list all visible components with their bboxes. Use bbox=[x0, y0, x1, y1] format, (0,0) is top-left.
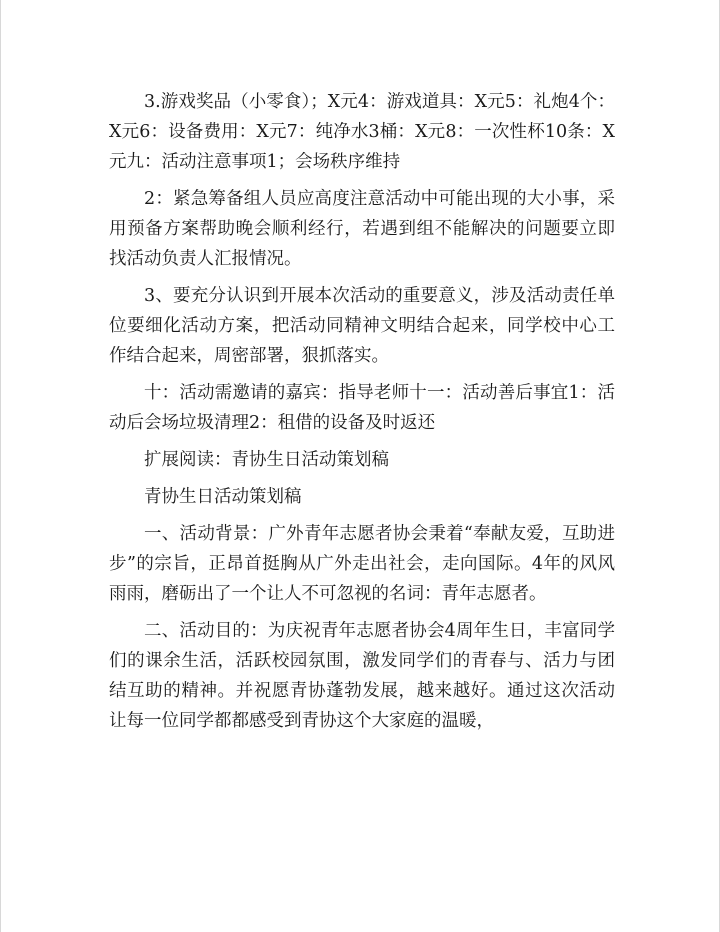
paragraph-emergency-team: 2：紧急筹备组人员应高度注意活动中可能出现的大小事，采用预备方案帮助晚会顺利经行，若遇到组不能解决的问题要立即找活动负责人汇报情况。 bbox=[109, 189, 615, 269]
paragraph-extended-reading: 扩展阅读：青协生日活动策划稿 bbox=[144, 450, 389, 470]
paragraph-purpose: 二、活动目的：为庆祝青年志愿者协会4周年生日，丰富同学们的课余生活，活跃校园氛围，激发同学们的青春与、活力与团结互助的精神。并祝愿青协蓬勃发展，越来越好。通过这次活动让每一位同学都都感受到青协这个大家庭的温暖， bbox=[109, 621, 615, 731]
paragraph-plan-title: 青协生日活动策划稿 bbox=[144, 487, 302, 507]
paragraph-background: 一、活动背景：广外青年志愿者协会秉着“奉献友爱，互助进步”的宗旨，正昂首挺胸从广外走出社会，走向国际。4年的风风雨雨，磨砺出了一个让人不可忽视的名词：青年志愿者。 bbox=[109, 524, 615, 604]
document-body bbox=[109, 87, 615, 743]
paragraph-significance: 3、要充分认识到开展本次活动的重要意义，涉及活动责任单位要细化活动方案，把活动同精神文明结合起来，同学校中心工作结合起来，周密部署，狠抓落实。 bbox=[109, 286, 615, 366]
paragraph-guests-aftermath: 十：活动需邀请的嘉宾：指导老师十一：活动善后事宜1：活动后会场垃圾清理2：租借的设备及时返还 bbox=[109, 383, 615, 433]
paragraph-budget-items: 3.游戏奖品（小零食）；X元4：游戏道具：X元5：礼炮4个：X元6：设备费用：X元7：纯净水3桶：X元8：一次性杯10条：X元九：活动注意事项1；会场秩序维持 bbox=[109, 92, 615, 172]
